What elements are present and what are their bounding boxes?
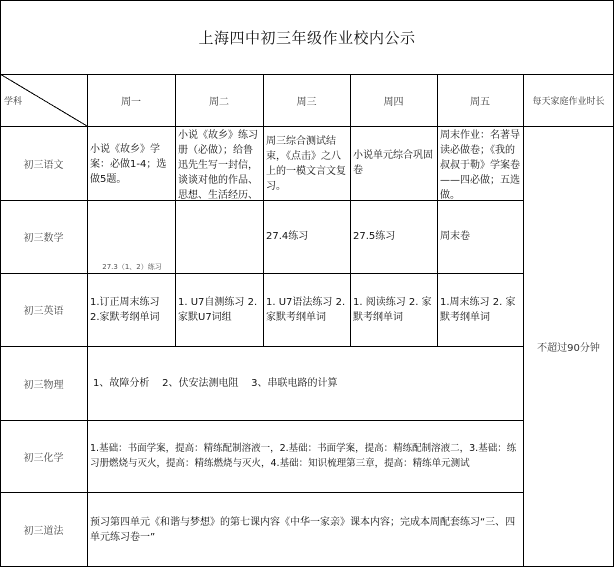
chinese-wednesday: 周三综合测试结束，《点击》之八上的一模文言文复习。 xyxy=(266,136,346,192)
english-friday: 1.周末练习 2. 家默考纲单词 xyxy=(440,296,516,323)
morality-law-week: 预习第四单元《和谐与梦想》的第七课内容《中华一家亲》课本内容；完成本周配套练习“三、四单元练习卷一” xyxy=(90,516,516,543)
page-title: 上海四中初三年级作业校内公示 xyxy=(198,28,416,47)
daily-time-limit-text: 不超过90分钟 xyxy=(537,343,600,354)
header-daily-time: 每天家庭作业时长 xyxy=(532,96,605,107)
math-thursday: 27.5练习 xyxy=(353,231,396,242)
math-friday: 周末卷 xyxy=(440,231,470,242)
subject-chemistry: 初三化学 xyxy=(23,452,64,464)
chemistry-week: 1.基础：书面学案，提高：精练配制溶液一，2.基础：书面学案，提高：精练配制溶液二，3.基础：练习册燃烧与灭火，提高：精练燃烧与灭火，4.基础：知识梳理第三章，提高：精练单元测试 xyxy=(90,443,517,469)
chinese-thursday: 小说单元综合巩固卷 xyxy=(353,150,433,176)
english-tuesday: 1. U7自测练习 2.家默U7词组 xyxy=(178,296,258,323)
header-tuesday: 周二 xyxy=(209,96,229,108)
subject-math: 初三数学 xyxy=(23,233,64,244)
chinese-friday: 周末作业：名著导读必做卷；《我的叔叔于勒》学案卷——四必做；五选做。 xyxy=(440,130,520,200)
subject-chinese: 初三语文 xyxy=(23,159,64,171)
header-subject-label: 学科 xyxy=(4,97,23,107)
english-wednesday: 1. U7语法练习 2.家默考纲单词 xyxy=(266,296,346,323)
english-monday: 1.订正周末练习 2.家默考纲单词 xyxy=(90,296,160,323)
math-wednesday: 27.4练习 xyxy=(266,231,309,242)
math-tuesday-footnote: 27.3（1、2）练习 xyxy=(102,263,162,271)
header-thursday: 周四 xyxy=(383,96,404,108)
chinese-tuesday: 小说《故乡》练习册（必做）；给鲁迅先生写一封信，谈谈对他的作品、思想、生活经历、 xyxy=(178,130,258,200)
subject-physics: 初三物理 xyxy=(23,379,64,391)
chinese-monday: 小说《故乡》学案：必做1-4；选做5题。 xyxy=(90,144,167,185)
physics-week: 1、故障分析 2、伏安法测电阻 3、串联电路的计算 xyxy=(93,377,338,389)
header-diagonal xyxy=(0,74,87,126)
header-wednesday: 周三 xyxy=(296,96,317,108)
subject-morality-law: 初三道法 xyxy=(23,526,64,537)
header-friday: 周五 xyxy=(470,96,490,108)
english-thursday: 1. 阅读练习 2. 家默考纲单词 xyxy=(353,296,432,323)
subject-english: 初三英语 xyxy=(23,306,64,317)
header-monday: 周一 xyxy=(121,96,141,108)
